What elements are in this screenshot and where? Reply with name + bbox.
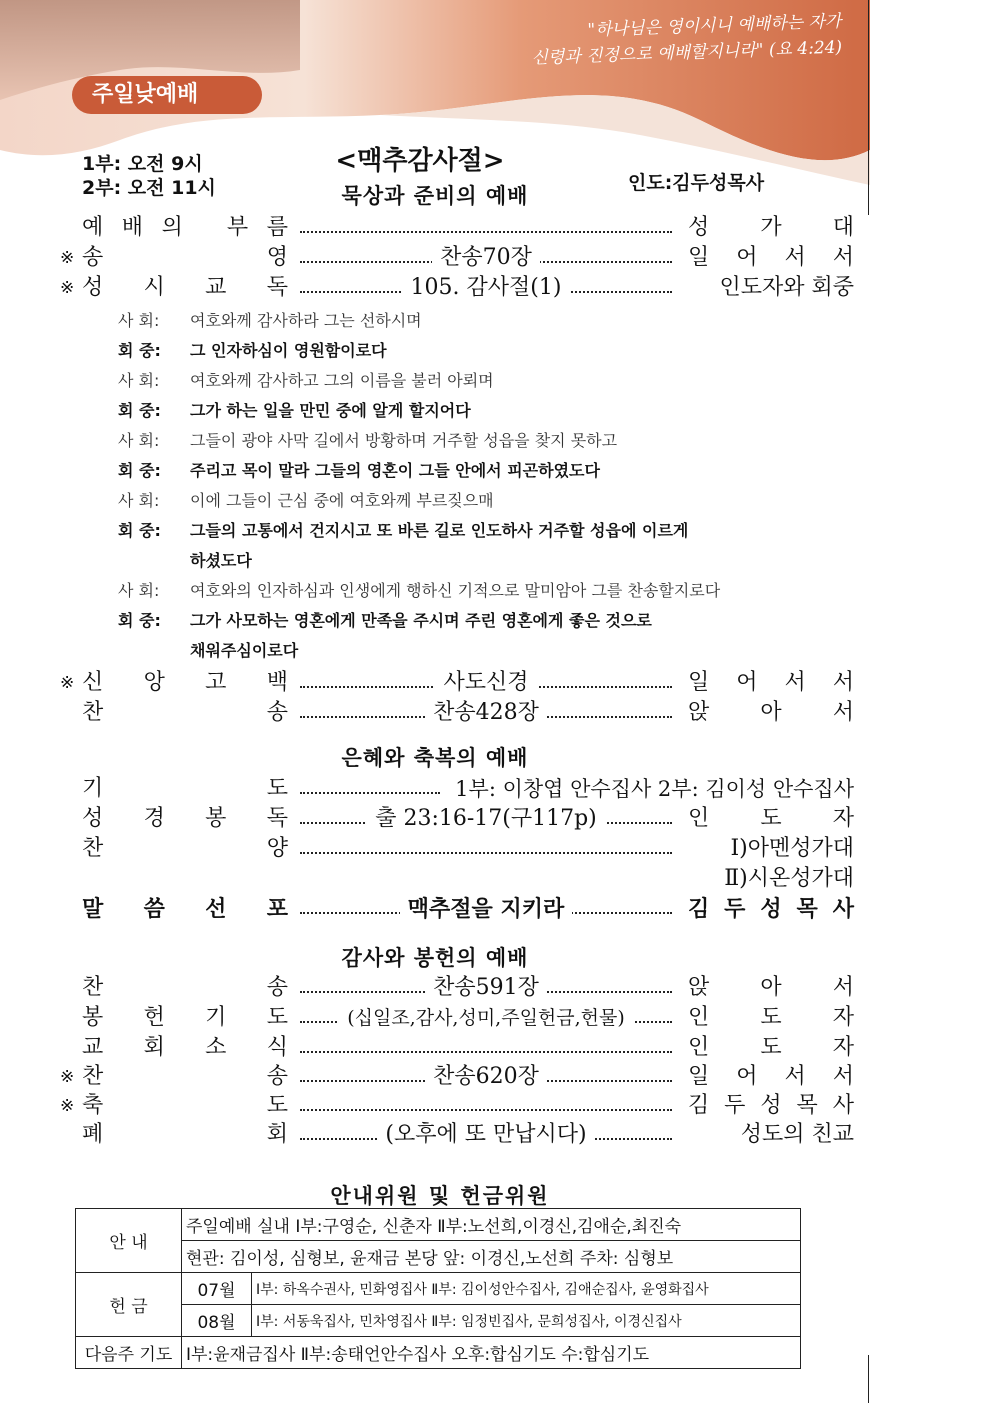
item-announcements	[60, 1033, 854, 1063]
item-hymn-3	[60, 1062, 854, 1092]
item-prayer	[60, 774, 854, 804]
right-border-line-bottom	[868, 1355, 869, 1403]
item-benediction	[60, 1091, 854, 1121]
item-role: 인도자와 회중	[719, 275, 854, 300]
service-leader: 인도:김두성목사	[628, 172, 765, 194]
time-second: 2부: 오전 11시	[82, 177, 216, 199]
stand-mark: ※	[60, 278, 75, 298]
table-row	[76, 1337, 801, 1369]
dot-leader: 105. 감사절(1)	[300, 273, 672, 303]
dot-leader	[300, 1033, 672, 1063]
stand-mark: ※	[60, 248, 75, 268]
section-title-meditation: 묵상과 준비의 예배	[341, 184, 529, 208]
item-label: 폐 회	[82, 1122, 288, 1147]
guide-label: 안 내	[76, 1209, 182, 1273]
item-label: 성 경 봉 독	[82, 806, 288, 831]
dot-leader: 사도신경	[300, 668, 672, 698]
stand-mark: ※	[60, 1096, 75, 1116]
verse-line-2: 신령과 진정으로 예배할지니라" (요 4:24)	[531, 37, 843, 69]
verse-line-1: "하나님은 영이시니 예배하는 자가	[587, 11, 842, 41]
choir-1: Ⅰ)아멘성가대	[730, 836, 854, 861]
item-role: 앉 아 서	[688, 700, 854, 725]
guide-indoor: 주일예배 실내 Ⅰ부:구영순, 신춘자 Ⅱ부:노선희,이경신,김애순,최진숙	[182, 1209, 801, 1241]
offering-team-2: Ⅰ부: 서동욱집사, 민차영집사 Ⅱ부: 임정빈집사, 문희성집사, 이경신집사	[252, 1305, 801, 1337]
item-role: 인 도 자	[688, 1035, 854, 1060]
item-closing	[60, 1120, 854, 1150]
item-scripture	[60, 804, 854, 834]
item-role: 김 두 성 목 사	[688, 1093, 854, 1118]
dot-leader	[300, 213, 672, 243]
dot-leader: 찬송591장	[300, 973, 672, 1003]
table-row	[76, 1241, 801, 1273]
item-creed	[60, 668, 854, 698]
item-anthem-2	[60, 864, 854, 894]
item-label: 말 씀 선 포	[82, 896, 288, 922]
item-role: 일 어 서 서	[688, 1064, 854, 1089]
item-role: 일 어 서 서	[688, 670, 854, 695]
guide-entrance: 현관: 김이성, 심형보, 윤재금 본당 앞: 이경신,노선희 주차: 심형보	[182, 1241, 801, 1273]
dot-leader: 맥추절을 지키라	[300, 894, 672, 924]
item-doxology	[60, 243, 854, 273]
offering-label: 헌 금	[76, 1273, 182, 1337]
next-prayer-label: 다음주 기도	[76, 1337, 182, 1369]
stand-mark: ※	[60, 673, 75, 693]
dot-leader	[300, 834, 672, 864]
section-title-thanks: 감사와 봉헌의 예배	[341, 946, 529, 970]
item-label: 신 앙 고 백	[82, 670, 288, 695]
item-offering-prayer	[60, 1003, 854, 1033]
section-title-grace: 은혜와 축복의 예배	[341, 746, 529, 770]
feast-title: <맥추감사절>	[335, 146, 505, 176]
item-label: 봉 헌 기 도	[82, 1005, 288, 1030]
item-label: 찬 송	[82, 975, 288, 1000]
table-row	[76, 1209, 801, 1241]
dot-leader: 찬송428장	[300, 698, 672, 728]
table-row	[76, 1273, 801, 1305]
offering-month-1: 07월	[182, 1273, 252, 1305]
item-label: 찬 양	[82, 836, 288, 861]
service-tag: 주일낮예배	[72, 76, 262, 114]
item-label: 기 도	[82, 776, 288, 801]
item-sermon	[60, 894, 854, 924]
item-label: 교 회 소 식	[82, 1035, 288, 1060]
bible-verse	[530, 9, 842, 72]
item-role: 일 어 서 서	[688, 245, 854, 270]
stand-mark: ※	[60, 1067, 75, 1087]
offering-month-2: 08월	[182, 1305, 252, 1337]
item-label: 찬 송	[82, 1064, 288, 1089]
item-label: 성 시 교 독	[82, 275, 288, 300]
dot-leader: (십일조,감사,성미,주일헌금,헌물)	[300, 1003, 672, 1033]
dot-leader: 출 23:16-17(구117p)	[300, 804, 672, 834]
item-hymn-2	[60, 973, 854, 1003]
offering-team-1: Ⅰ부: 하옥수권사, 민화영집사 Ⅱ부: 김이성안수집사, 김애순집사, 윤영화집사	[252, 1273, 801, 1305]
prayer-leaders: 1부: 이창엽 안수집사 2부: 김이성 안수집사	[455, 777, 854, 801]
item-label: 송 영	[82, 245, 288, 270]
dot-leader	[300, 774, 440, 804]
item-hymn-1	[60, 698, 854, 728]
item-role: 인 도 자	[688, 1005, 854, 1030]
usher-offering-table	[75, 1208, 801, 1369]
time-first: 1부: 오전 9시	[82, 153, 203, 175]
dot-leader: 찬송70장	[300, 243, 672, 273]
item-anthem	[60, 834, 854, 864]
item-label: 찬 송	[82, 700, 288, 725]
item-role: 성도의 친교	[740, 1122, 854, 1147]
table-row	[76, 1305, 801, 1337]
dot-leader: (오후에 또 만납시다)	[300, 1120, 672, 1150]
dot-leader	[300, 1091, 672, 1121]
next-prayer-list: Ⅰ부:윤재금집사 Ⅱ부:송태언안수집사 오후:합심기도 수:합심기도	[182, 1337, 801, 1369]
item-responsive-reading	[60, 273, 854, 303]
item-call-to-worship	[60, 213, 854, 243]
usher-table-title: 안내위원 및 헌금위원	[330, 1184, 550, 1208]
item-label: 예 배 의 부 름	[82, 215, 288, 240]
item-label: 축 도	[82, 1093, 288, 1118]
item-role: 앉 아 서	[688, 975, 854, 1000]
dot-leader: 찬송620장	[300, 1062, 672, 1092]
item-role: 인 도 자	[688, 806, 854, 831]
item-role: 성 가 대	[688, 215, 854, 240]
item-role: 김 두 성 목 사	[688, 896, 854, 922]
choir-2: Ⅱ)시온성가대	[724, 866, 854, 891]
